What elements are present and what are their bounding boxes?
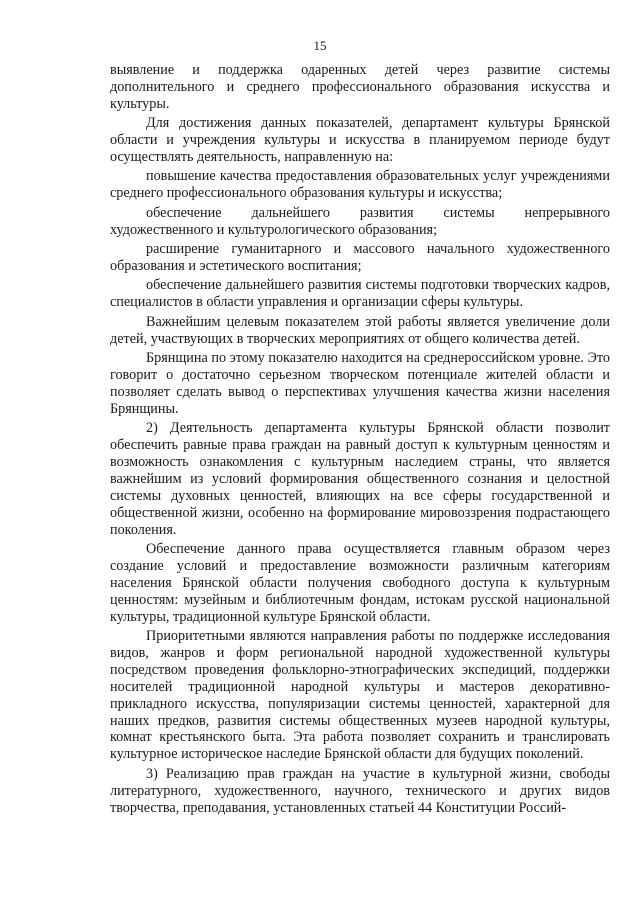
paragraph: Для достижения данных показателей, департамент культуры Брянской области и учреждения культуры и искусства в планируемом периоде будут осуществлять деятельность, направленную на: [110,115,610,166]
paragraph: Брянщина по этому показателю находится на среднероссийском уровне. Это говорит о достаточно серьезном творческом потенциале жителей области и позволяет сделать вывод о перспективах улучшения качества жизни населения Брянщины. [110,350,610,417]
paragraph: Приоритетными являются направления работы по поддержке исследования видов, жанров и форм региональной народной художественной культуры посредством проведения фольклорно-этнографических экспедиций, поддержки носителей традиционной народной культуры и мастеров декоративно-прикладного искусства, популяризации системы ценностей, характерной для наших предков, развития системы общественных музеев народной культуры, комнат крестьянского быта. Эта работа позволяет сохранить и транслировать культурное историческое наследие Брянской области для будущих поколений. [110,628,610,763]
list-item: обеспечение дальнейшего развития системы подготовки творческих кадров, специалистов в области управления и организации сферы культуры. [110,277,610,311]
page-number: 15 [313,38,327,53]
list-item: расширение гуманитарного и массового начального художественного образования и эстетического воспитания; [110,241,610,274]
paragraph: 2) Деятельность департамента культуры Брянской области позволит обеспечить равные права граждан на равный доступ к культурным ценностям и возможность ознакомления с культурным наследием страны, что является важнейшим из условий формирования общественного сознания и целостной системы духовных ценностей, влияющих на все сферы государственной и общественной жизни, особенно на формирование мировоззрения подрастающего поколения. [110,420,610,538]
paragraph: выявление и поддержка одаренных детей через развитие системы дополнительного и среднего профессионального образования искусства и культуры. [110,62,610,112]
list-item: обеспечение дальнейшего развития системы непрерывного художественного и культурологического образования; [110,204,610,238]
paragraph: Обеспечение данного права осуществляется главным образом через создание условий и предоставление возможности различным категориям населения Брянской области получения свободного доступа к культурным ценностям: музейным и библиотечным фондам, истокам русской национальной культуры, традиционной культуре Брянской области. [110,540,610,625]
paragraph: Важнейшим целевым показателем этой работы является увеличение доли детей, участвующих в творческих мероприятиях от общего количества детей. [110,313,610,347]
list-item: повышение качества предоставления образовательных услуг учреждениями среднего профессионального образования культуры и искусства; [110,168,610,202]
body-text [110,62,610,819]
paragraph: 3) Реализацию прав граждан на участие в культурной жизни, свободы литературного, художественного, научного, технического и других видов творчества, преподавания, установленных статьей 44 Конституции Россий- [110,765,610,816]
